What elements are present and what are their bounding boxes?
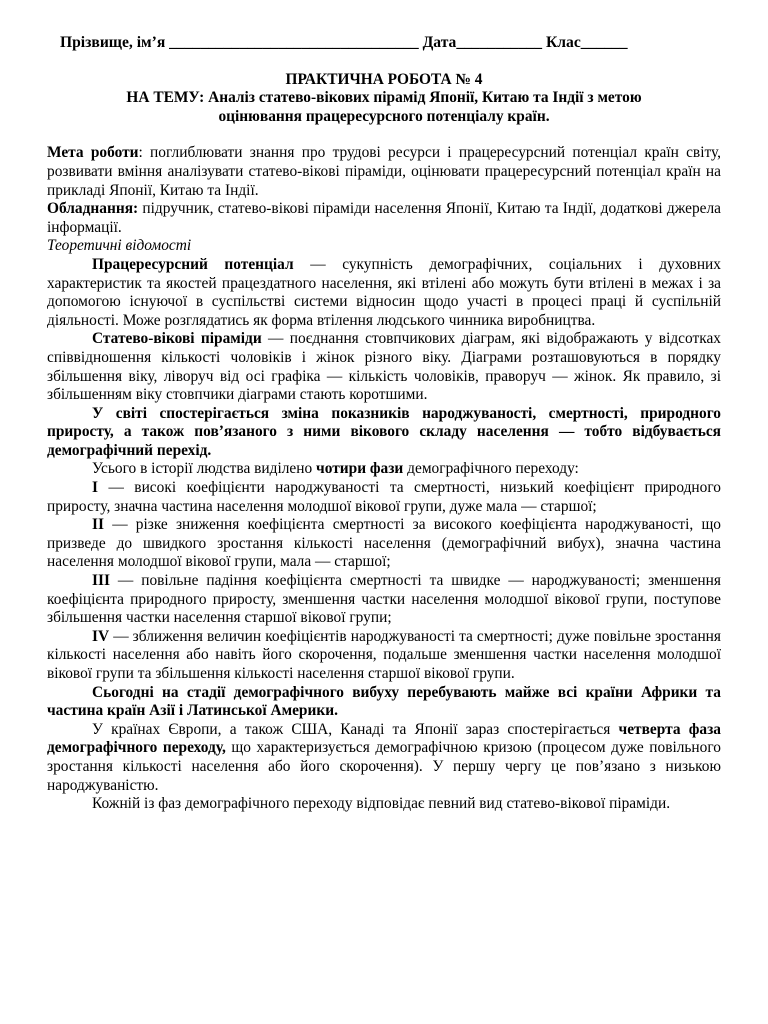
term-labour-potential: Працересурсний потенціал (92, 255, 294, 273)
equipment-paragraph (47, 200, 721, 237)
topic-label: НА ТЕМУ: (126, 89, 205, 107)
paragraph-demographic-boom: Сьогодні на стадії демографічного вибуху перебувають майже всі країни Африки та частина країн Азії і Латинської Америки. (47, 683, 721, 720)
theory-heading: Теоретичні відомості (47, 237, 192, 255)
phase-2-number: II (92, 516, 104, 534)
phase-3 (47, 572, 721, 628)
student-info-text: Прізвище, ім’я ________________________________ Дата___________ Клас______ (60, 34, 628, 51)
goal-paragraph (47, 144, 721, 200)
phase-1 (47, 479, 721, 516)
text-age-pyramids: — поєднання стовпчикових діаграм, які відображають у відсотках співвідношення кількості чоловіків і жінок різного віку. Діаграми розташовуються в порядку збільшення віку, ліворуч від осі графіка — кількість чоловіків, праворуч — жінок. Як правило, зі збільшенням віку стовпчики діаграми стають коротшими. (47, 330, 721, 404)
phase-2 (47, 516, 721, 572)
student-info-line (60, 34, 713, 53)
paragraph-demographic-transition: У світі спостерігається зміна показників народжуваності, смертності, природного приросту, а також пов’язаного з ними вікового складу населення — тобто відбувається демографічний перехід. (47, 404, 721, 459)
four-phases-bold: чотири фази (316, 460, 404, 478)
fourth-phase-post: що характеризується демографічною кризою (процесом дуже повільного зростання кількості населення або його скорочення). У першу чергу це пов’язано з низькою народжуваністю. (47, 739, 721, 794)
four-phases-post: демографічного переходу: (403, 460, 579, 478)
text-labour-potential: — сукупність демографічних, соціальних і духовних характеристик та якостей працездатного населення, які втілені або можуть бути втілені в межах і за допомогою існуючої в суспільстві системи відносин щодо участі в процесі праці й суспільній діяльності. Може розглядатись як форма втілення людського чинника виробництва. (47, 255, 721, 329)
phase-4 (47, 628, 721, 684)
paragraph-phase-pyramid: Кожній із фаз демографічного переходу відповідає певний вид статево-вікової піраміди. (92, 795, 671, 813)
paragraph-fourth-phase (47, 721, 721, 795)
phase-1-number: I (92, 479, 98, 497)
equipment-text: підручник, статево-вікові піраміди населення Японії, Китаю та Індії, додаткові джерела інформації. (47, 200, 721, 236)
topic-text-2: оцінювання працересурсного потенціалу країн. (218, 107, 550, 125)
worksheet-page (47, 34, 721, 814)
topic-title (47, 89, 721, 126)
paragraph-four-phases (47, 460, 721, 479)
fourth-phase-bold: четверта фаза демографічного переходу, (47, 720, 721, 757)
phase-4-text: — зближення величин коефіцієнтів народжуваності та смертності; дуже повільне зростання кількості населення або навіть його скорочення, подальше зменшення частки населення молодшої вікової групи та збільшення кількості населення старшої вікової групи. (47, 627, 721, 682)
fourth-phase-pre: У країнах Європи, а також США, Канаді та Японії зараз спостерігається (92, 720, 619, 738)
paragraph-age-pyramids (47, 330, 721, 404)
equipment-label: Обладнання: (47, 200, 139, 218)
phase-3-text: — повільне падіння коефіцієнта смертності та швидке — народжуваності; зменшення коефіцієнта природного приросту, зменшення частки населення молодшої вікової групи, поступове збільшення частки населення старшої вікової групи; (47, 572, 721, 627)
phase-4-number: IV (92, 627, 110, 645)
four-phases-pre: Усього в історії людства виділено (92, 460, 317, 478)
goal-text: : поглиблювати знання про трудові ресурси і працересурсний потенціал країн світу, розвивати вміння аналізувати статево-вікові піраміди, оцінювати працересурсний потенціал країн на прикладі Японії, Китаю та Індії. (47, 144, 721, 199)
phase-1-text: — високі коефіцієнти народжуваності та смертності, низький коефіцієнт природного приросту, значна частина населення молодшої вікової групи, дуже мала — старшої; (47, 479, 721, 515)
goal-label: Мета роботи (47, 144, 139, 162)
paragraph-labour-potential (47, 256, 721, 330)
phase-2-text: — різке зниження коефіцієнта смертності за високого коефіцієнта народжуваності, що призведе до швидкого зростання кількості населення (демографічний вибух), значна частина населення молодшої вікової групи, мала — старшої; (47, 516, 721, 571)
phase-3-number: III (92, 572, 110, 590)
topic-text-1: Аналіз статево-вікових пірамід Японії, Китаю та Індії з метою (204, 89, 642, 107)
term-age-pyramids: Статево-вікові піраміди (92, 330, 262, 348)
page-title: ПРАКТИЧНА РОБОТА № 4 (285, 70, 483, 88)
